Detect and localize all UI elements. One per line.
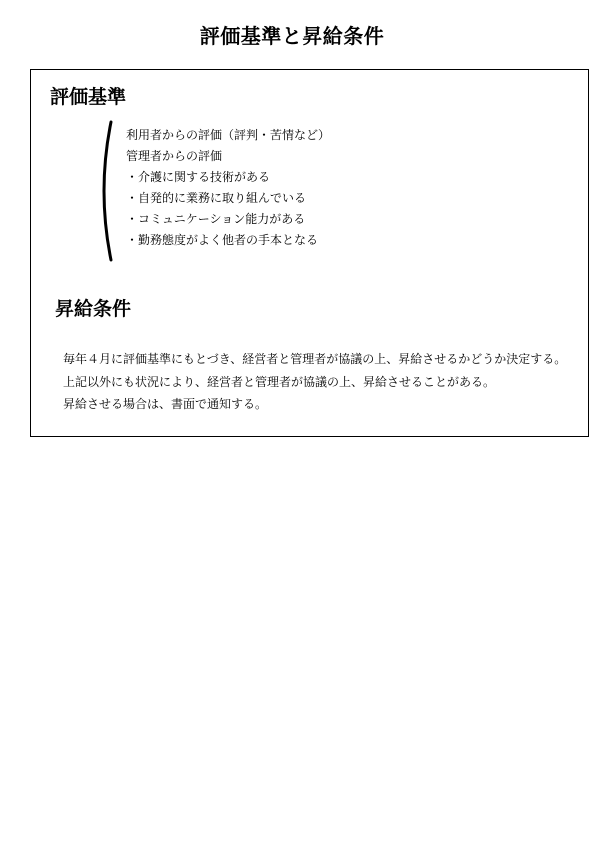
raise-line: 昇給させる場合は、書面で通知する。 (63, 397, 268, 411)
page-title: 評価基準と昇給条件 (199, 24, 385, 48)
criteria-item: ・コミュニケーション能力がある (126, 212, 306, 226)
criteria-list (126, 125, 330, 251)
criteria-heading: 評価基準 (50, 86, 127, 108)
criteria-item: 管理者からの評価 (126, 149, 223, 163)
raise-line: 毎年４月に評価基準にもとづき、経営者と管理者が協議の上、昇給させるかどうか決定する。 (63, 352, 567, 366)
criteria-item: ・自発的に業務に取り組んでいる (126, 191, 307, 205)
raise-conditions (63, 348, 566, 416)
criteria-item: ・介護に関する技術がある (126, 170, 271, 184)
criteria-item: 利用者からの評価（評判・苦情など） (126, 128, 331, 142)
criteria-item: ・勤務態度がよく他者の手本となる (126, 233, 319, 247)
content-box (30, 69, 589, 437)
left-bracket (95, 120, 115, 262)
raise-line: 上記以外にも状況により、経営者と管理者が協議の上、昇給させることがある。 (63, 374, 496, 389)
raise-heading: 昇給条件 (55, 298, 132, 320)
